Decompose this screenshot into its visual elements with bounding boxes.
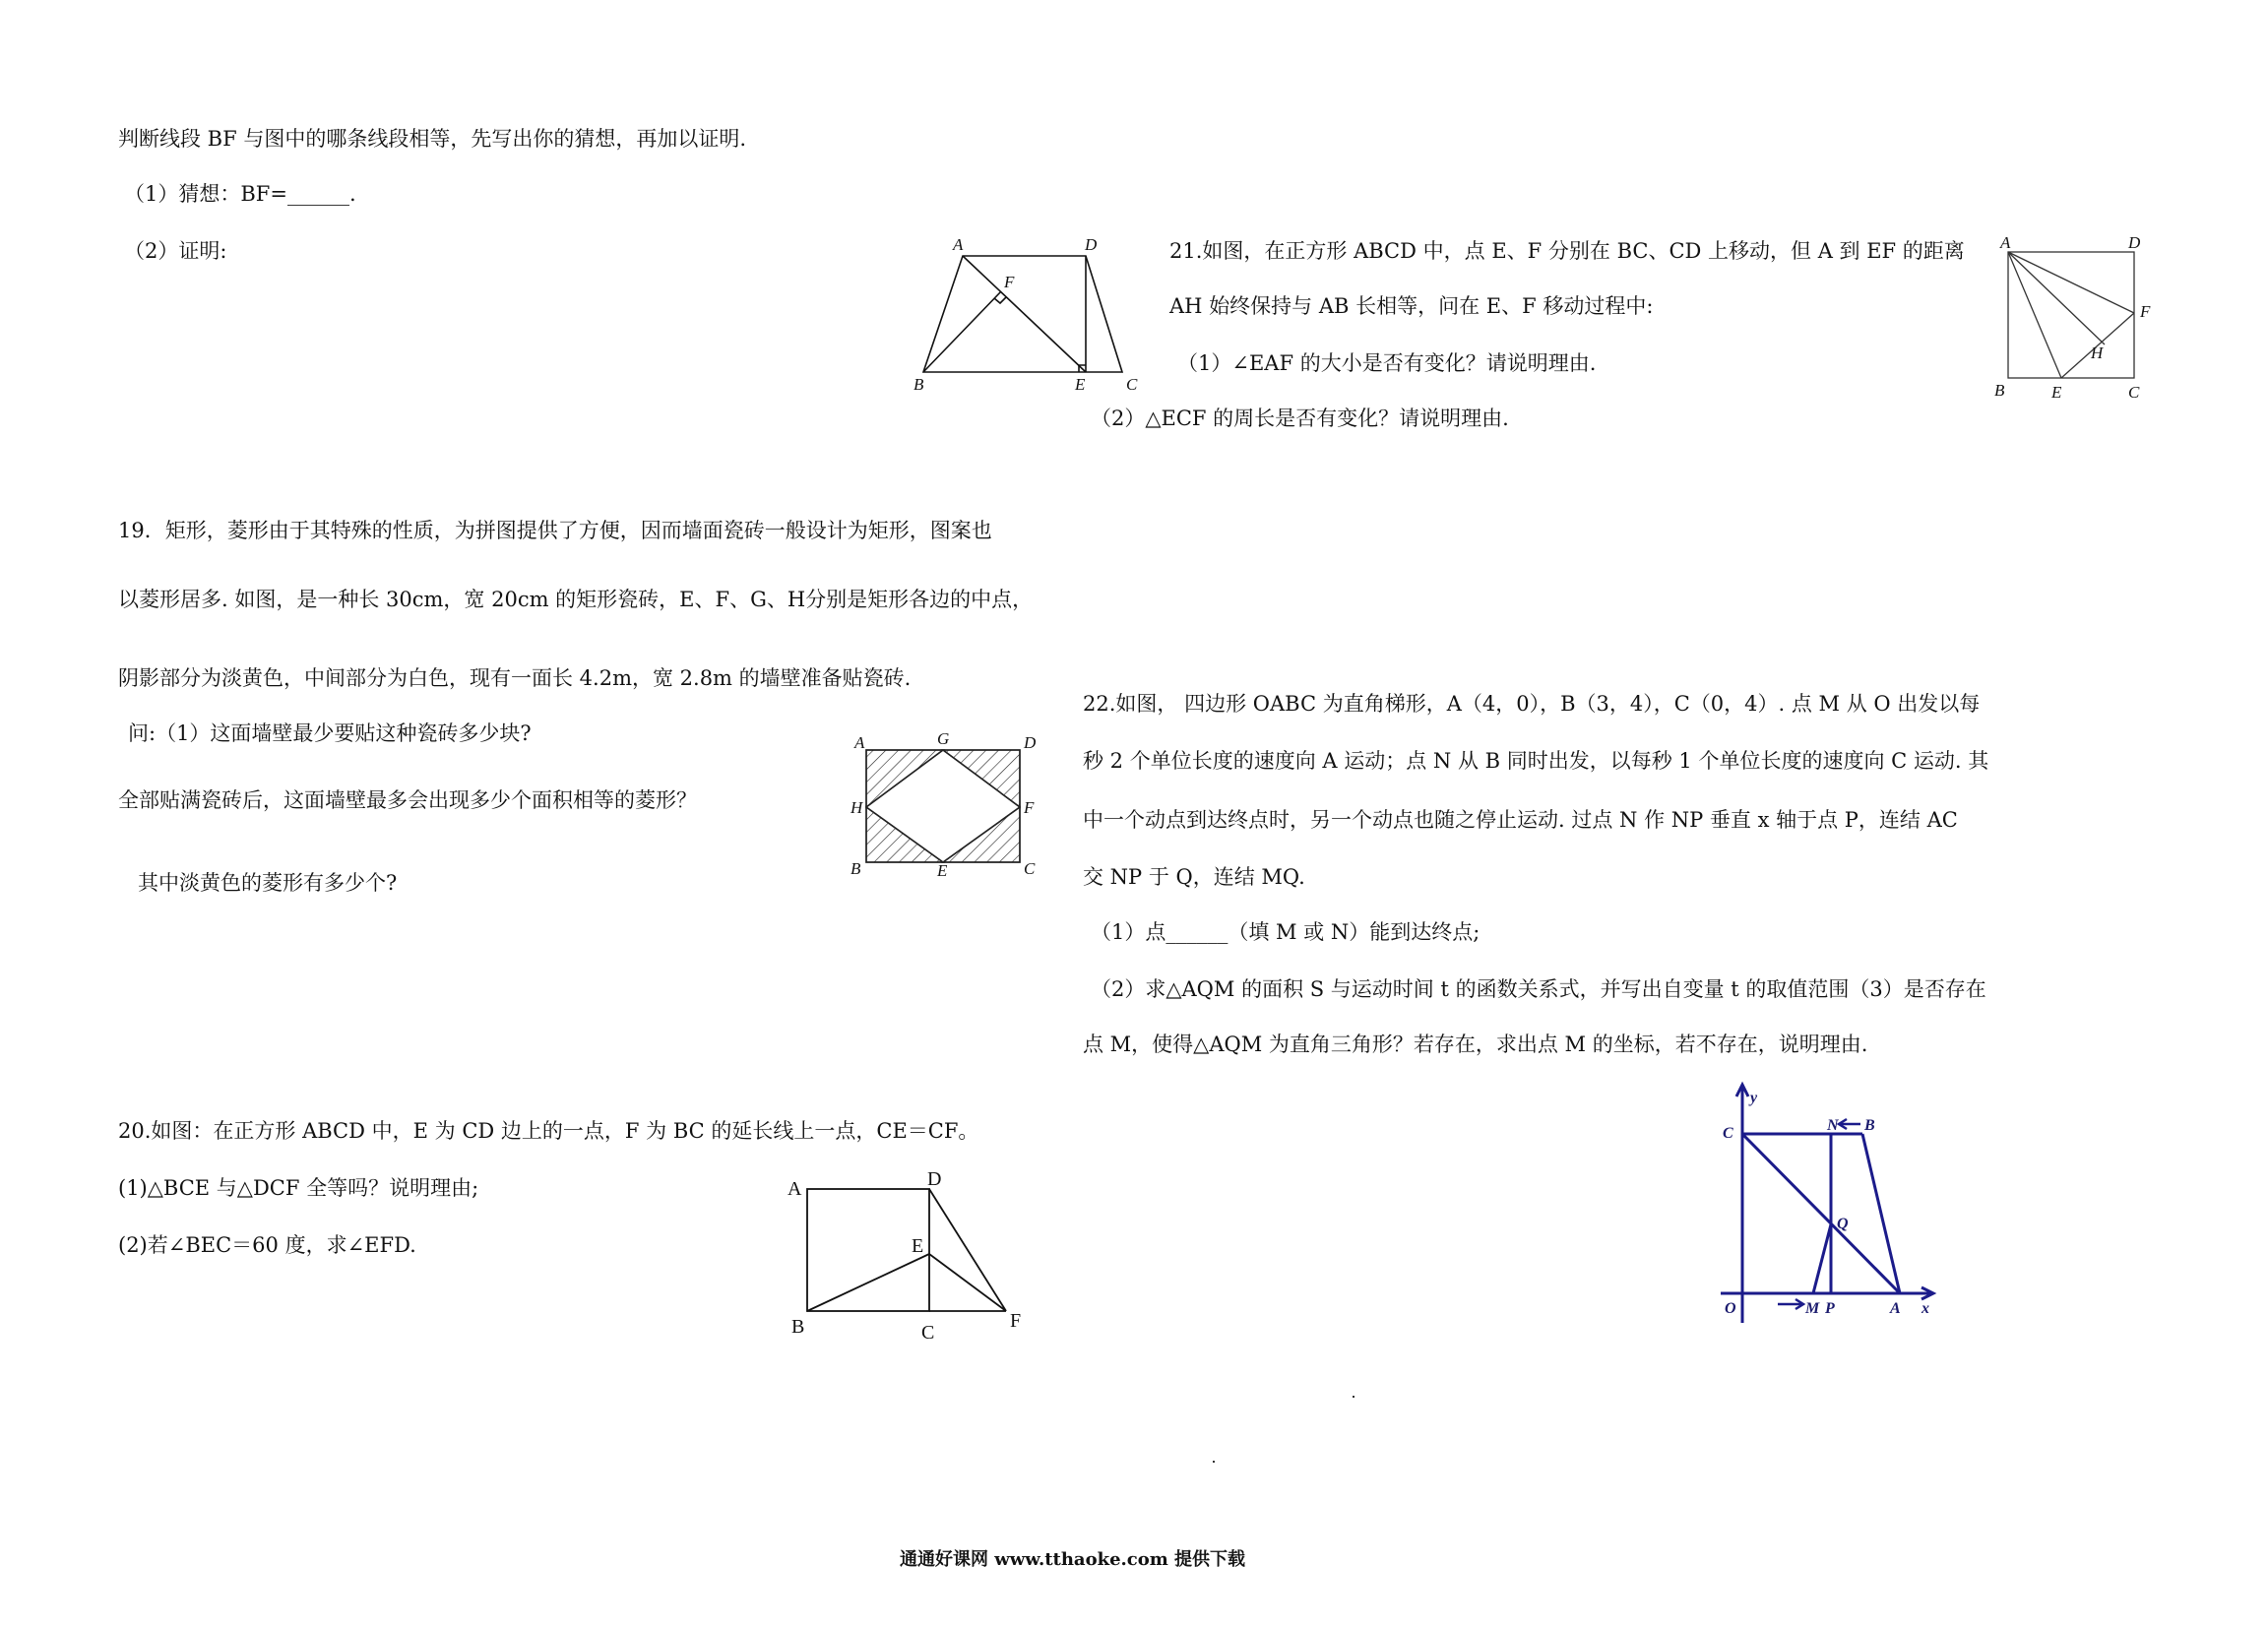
speck	[1213, 1461, 1215, 1463]
problem-22-line-3: 中一个动点到达终点时，另一个动点也随之停止运动. 过点 N 作 NP 垂直 x 轴于点 P，连结 AC	[1083, 808, 1958, 832]
fig22-label-M: M	[1805, 1300, 1820, 1317]
problem-19-question-1: 问:（1）这面墙壁最少要贴这种瓷砖多少块?	[128, 721, 532, 745]
fig21-label-H: H	[2091, 344, 2104, 362]
fig19-label-F: F	[1024, 798, 1035, 817]
problem-20-question-2: (2)若∠BEC＝60 度，求∠EFD.	[118, 1233, 416, 1257]
problem-20-line-1: 20.如图：在正方形 ABCD 中，E 为 CD 边上的一点，F 为 BC 的延长线上一点，CE＝CF。	[118, 1119, 979, 1143]
problem-19-question-2: 全部贴满瓷砖后，这面墙壁最多会出现多少个面积相等的菱形？	[118, 788, 697, 812]
problem-22-line-1: 22.如图， 四边形 OABC 为直角梯形，A（4，0），B（3，4），C（0，4）. 点 M 从 O 出发以每	[1083, 692, 1981, 716]
fig21-label-B: B	[1994, 381, 2005, 400]
fig20-label-A: A	[788, 1178, 802, 1200]
fig20-label-B: B	[791, 1316, 805, 1338]
fig18-label-A: A	[953, 235, 964, 254]
fig19-label-H: H	[850, 798, 863, 817]
problem-22-question-1: （1）点______（填 M 或 N）能到达终点;	[1091, 920, 1480, 944]
fig19-label-A: A	[854, 733, 865, 752]
speck	[1353, 1396, 1354, 1398]
problem-18-question-2: （2）证明:	[124, 239, 227, 263]
problem-21-question-2: （2）△ECF 的周长是否有变化？请说明理由.	[1091, 407, 1509, 430]
fig20-label-E: E	[912, 1235, 924, 1257]
fig19-label-C: C	[1024, 859, 1036, 878]
figure-20-square	[778, 1169, 1034, 1346]
problem-21-question-1: （1）∠EAF 的大小是否有变化？请说明理由.	[1177, 351, 1597, 375]
fig18-label-F: F	[1004, 273, 1015, 291]
fig20-label-F: F	[1010, 1310, 1022, 1332]
fig22-label-O: O	[1725, 1300, 1736, 1317]
fig20-label-D: D	[927, 1168, 942, 1190]
problem-19-line-2: 以菱形居多. 如图，是一种长 30cm，宽 20cm 的矩形瓷砖，E、F、G、H分别是矩形各边的中点，	[118, 588, 1034, 611]
problem-19-line-3: 阴影部分为淡黄色，中间部分为白色，现有一面长 4.2m，宽 2.8m 的墙壁准备贴瓷砖.	[118, 666, 912, 690]
fig19-label-B: B	[850, 859, 861, 878]
problem-19-question-3: 其中淡黄色的菱形有多少个?	[138, 871, 398, 895]
fig22-label-x: x	[1922, 1300, 1929, 1317]
fig22-label-B: B	[1864, 1117, 1875, 1134]
fig21-label-A: A	[2000, 233, 2011, 252]
fig18-label-E: E	[1075, 375, 1086, 394]
fig19-label-E: E	[937, 861, 948, 880]
fig18-label-B: B	[914, 375, 924, 394]
problem-22-line-2: 秒 2 个单位长度的速度向 A 运动；点 N 从 B 同时出发，以每秒 1 个单位长度的速度向 C 运动. 其	[1083, 749, 1989, 773]
fig22-label-y: y	[1750, 1090, 1758, 1106]
fig22-label-P: P	[1825, 1300, 1835, 1317]
problem-22-line-4: 交 NP 于 Q，连结 MQ.	[1083, 865, 1305, 889]
fig22-label-N: N	[1827, 1117, 1839, 1134]
fig21-label-E: E	[2051, 383, 2062, 402]
figure-18-trapezoid	[906, 226, 1152, 394]
fig19-label-G: G	[937, 729, 950, 748]
footer-credit: 通通好课网 www.tthaoke.com 提供下载	[900, 1549, 1246, 1570]
fig18-label-C: C	[1126, 375, 1138, 394]
figure-22-coordinate-graph	[1703, 1081, 1939, 1327]
figure-19-tile	[845, 728, 1041, 880]
problem-20-question-1: (1)△BCE 与△DCF 全等吗？说明理由;	[118, 1176, 479, 1200]
figure-21-square	[1988, 234, 2156, 409]
fig18-label-D: D	[1085, 235, 1098, 254]
fig19-label-D: D	[1024, 733, 1037, 752]
fig20-label-C: C	[921, 1322, 935, 1344]
problem-22-question-2: （2）求△AQM 的面积 S 与运动时间 t 的函数关系式，并写出自变量 t 的取值范围（3）是否存在	[1091, 977, 1986, 1001]
fig22-label-C: C	[1723, 1125, 1733, 1142]
problem-22-question-3: 点 M，使得△AQM 为直角三角形？若存在，求出点 M 的坐标，若不存在，说明理由.	[1083, 1033, 1868, 1056]
fig21-label-C: C	[2128, 383, 2140, 402]
fig21-label-D: D	[2128, 233, 2141, 252]
problem-21-line-1: 21.如图，在正方形 ABCD 中，点 E、F 分别在 BC、CD 上移动，但 A 到 EF 的距离	[1169, 239, 1965, 263]
problem-18-intro: 判断线段 BF 与图中的哪条线段相等，先写出你的猜想，再加以证明.	[118, 127, 747, 151]
fig22-label-Q: Q	[1837, 1216, 1849, 1232]
fig21-label-F: F	[2140, 302, 2151, 321]
problem-19-line-1: 19．矩形，菱形由于其特殊的性质，为拼图提供了方便，因而墙面瓷砖一般设计为矩形，图案也	[118, 519, 992, 542]
fig22-label-A: A	[1890, 1300, 1901, 1317]
problem-18-question-1: （1）猜想：BF=______.	[124, 182, 356, 206]
problem-21-line-2: AH 始终保持与 AB 长相等，问在 E、F 移动过程中:	[1169, 294, 1654, 318]
